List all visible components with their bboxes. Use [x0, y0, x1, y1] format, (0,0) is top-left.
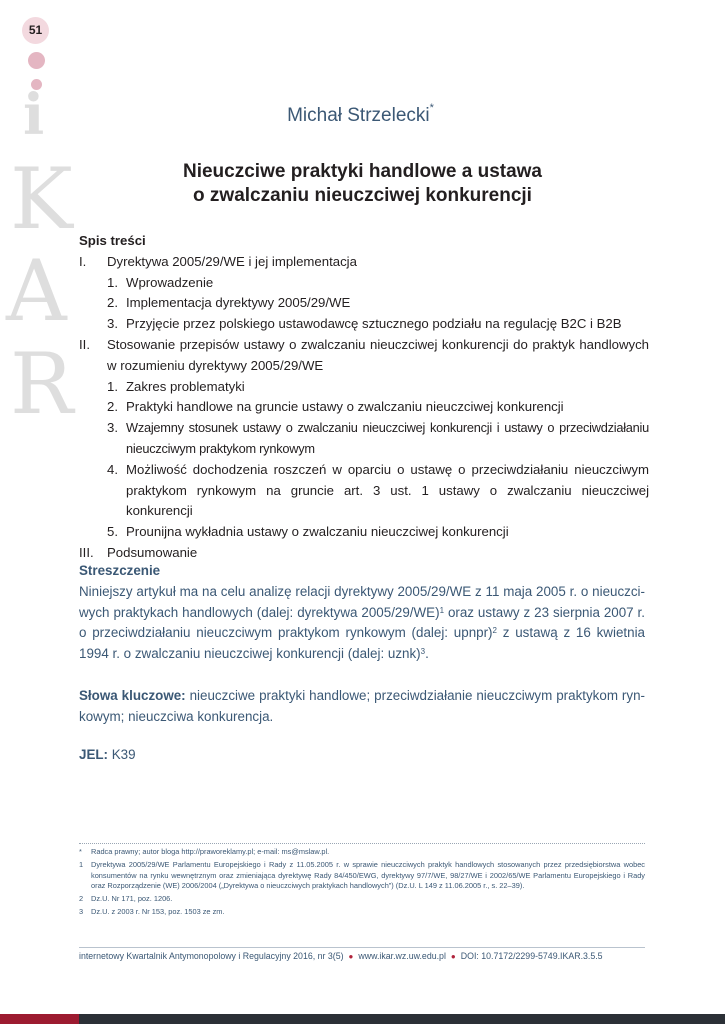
toc-item — [79, 377, 649, 398]
toc-item-text: Wzajemny stosunek ustawy o zwalczaniu nieuczciwej konkurencji i ustawy o przeciwdziałaniu nieuczciwym praktykom rynkowym — [126, 420, 649, 456]
bottom-bar-accent — [0, 1014, 79, 1024]
toc-item-text: Podsumowanie — [107, 544, 198, 560]
table-of-contents — [79, 231, 649, 564]
footnote-mark: * — [79, 847, 82, 856]
footer-url[interactable]: www.ikar.wz.uw.edu.pl — [358, 951, 446, 961]
footnote-mark: 3 — [79, 907, 84, 917]
page-number: 51 — [22, 17, 49, 44]
toc-item — [79, 397, 649, 418]
sidebar-letter-i: i — [23, 82, 45, 148]
footer-journal: internetowy Kwartalnik Antymonopolowy i Regulacyjny 2016, nr 3(5) — [79, 951, 344, 961]
author-footnote-mark: * — [429, 102, 434, 114]
toc-item — [79, 293, 649, 314]
toc-item-text: Dyrektywa 2005/29/WE i jej implementacja — [107, 253, 357, 269]
footer-separator: ● — [450, 952, 456, 961]
sidebar-letter-k: K — [10, 150, 73, 248]
toc-item-number: 3. — [107, 420, 118, 436]
sidebar-letter-a: A — [6, 242, 67, 340]
toc-item-number: 3. — [107, 316, 118, 332]
abstract-text — [79, 582, 645, 665]
abstract-part: . — [425, 646, 429, 662]
toc-item-text: Wprowadzenie — [126, 274, 214, 290]
toc-item — [79, 522, 649, 543]
toc-item — [79, 273, 649, 294]
page-footer — [79, 951, 645, 961]
footnote-ref: 3 — [420, 647, 426, 657]
title-line-1: Nieuczciwe praktyki handlowe a ustawa — [182, 161, 542, 182]
footnote-ref: 2 — [492, 626, 497, 636]
toc-item-text: Stosowanie przepisów ustawy o zwalczaniu nieuczciwej konkurencji do praktyk handlowych w rozumieniu dyrektywy 2005/29/WE — [107, 336, 649, 373]
toc-item — [79, 460, 649, 522]
footnote-text: Dz.U. Nr 171, poz. 1206. — [91, 894, 173, 904]
toc-item-number: 2. — [107, 295, 118, 311]
toc-item — [79, 252, 649, 273]
footnote — [79, 894, 645, 904]
footnote — [79, 847, 645, 857]
sidebar-letter-r: R — [10, 335, 74, 433]
keywords-label: Słowa kluczowe: — [79, 688, 186, 703]
abstract-part: oraz ustawy z 23 sierpnia 2007 r. o przeciwdziałaniu nieuczciwym praktykom rynkowym (dalej: upnpr) — [79, 604, 645, 641]
toc-list — [79, 252, 649, 564]
footnote-text: Radca prawny; autor bloga http://praworeklamy.pl; e-mail: ms@mslaw.pl. — [91, 847, 330, 856]
toc-item-number: 1. — [107, 378, 118, 394]
toc-item-number: I. — [79, 253, 87, 269]
toc-item — [79, 314, 649, 335]
abstract — [79, 561, 645, 665]
toc-item-text: Przyjęcie przez polskiego ustawodawcę sztucznego podziału na regulację B2C i B2B — [126, 316, 622, 332]
footnote-text: Dz.U. z 2003 r. Nr 153, poz. 1503 ze zm. — [91, 907, 225, 917]
article-title — [80, 160, 645, 208]
author-name: Michał Strzelecki — [287, 105, 430, 126]
toc-item-number: II. — [79, 336, 90, 352]
toc-item-text: Możliwość dochodzenia roszczeń w oparciu o ustawę o przeciwdziałaniu nieuczciwym praktykom rynkowym na gruncie art. 3 ust. 1 ustawy o zwalczaniu nieuczciwej konkurencji — [126, 461, 649, 519]
footnotes — [79, 847, 645, 921]
toc-item-number: 5. — [107, 524, 118, 540]
toc-heading: Spis treści — [79, 233, 146, 248]
keywords — [79, 685, 645, 727]
footnote-mark: 2 — [79, 894, 84, 904]
footer-separator: ● — [348, 952, 354, 961]
footer-divider — [79, 947, 645, 948]
toc-item-number: 4. — [107, 461, 118, 477]
toc-item — [79, 418, 649, 460]
abstract-heading: Streszczenie — [79, 563, 161, 578]
title-line-2: o zwalczaniu nieuczciwej konkurencji — [193, 185, 532, 206]
abstract-part: Niniejszy artykuł ma na celu analizę relacji dyrektywy 2005/29/WE z 11 maja 2005 r. o nieuczciwych praktykach handlowych (dalej: dyrektywa 2005/29/WE) — [79, 583, 645, 620]
footnote-divider — [79, 843, 645, 844]
jel-label: JEL: — [79, 747, 109, 762]
toc-item-number: 2. — [107, 399, 118, 415]
footnote-ref: 1 — [439, 605, 445, 615]
toc-item — [79, 335, 649, 377]
bottom-bar — [79, 1014, 725, 1024]
footnote — [79, 907, 645, 917]
footnote-mark: 1 — [79, 860, 84, 870]
toc-item-number: 1. — [107, 274, 118, 290]
toc-item-text: Zakres problematyki — [126, 378, 245, 394]
jel-code — [79, 747, 136, 762]
toc-item-text: Implementacja dyrektywy 2005/29/WE — [126, 295, 351, 311]
decorative-dot — [28, 52, 45, 69]
toc-item-number: III. — [79, 544, 94, 560]
abstract-part: z ustawą z 16 kwietnia 1994 r. o zwalczaniu nieuczciwej konkurencji (dalej: uznk) — [79, 625, 645, 662]
footnote-text: Dyrektywa 2005/29/WE Parlamentu Europejskiego i Rady z 11.05.2005 r. w sprawie nieuczciwych praktyk handlowych stosowanych przez przedsiębiorstwa wobec konsumentów na rynku wewnętrznym oraz zmieniająca dyrektywę Rady 84/450/EWG, dyrektywy 97/7/WE, 98/27/WE i 2002/65/WE Parlamentu Europejskiego i Rady oraz Rozporządzenie (WE) 2006/2004 („Dyrektywa o nieuczciwych praktykach handlowych”) (Dz.U. L 149 z 11.06.2005 r., s. 22–39). — [91, 860, 645, 890]
keywords-text: nieuczciwe praktyki handlowe; przeciwdziałanie nieuczciwym praktykom rynkowym; nieuczciwa konkurencja. — [79, 688, 646, 724]
toc-item-text: Prounijna wykładnia ustawy o zwalczaniu nieuczciwej konkurencji — [126, 524, 509, 540]
author-block — [0, 102, 725, 127]
jel-value: K39 — [108, 747, 136, 762]
footer-doi: DOI: 10.7172/2299-5749.IKAR.3.5.5 — [460, 951, 603, 961]
footnote — [79, 860, 645, 891]
toc-item-text: Praktyki handlowe na gruncie ustawy o zwalczaniu nieuczciwej konkurencji — [126, 399, 564, 415]
